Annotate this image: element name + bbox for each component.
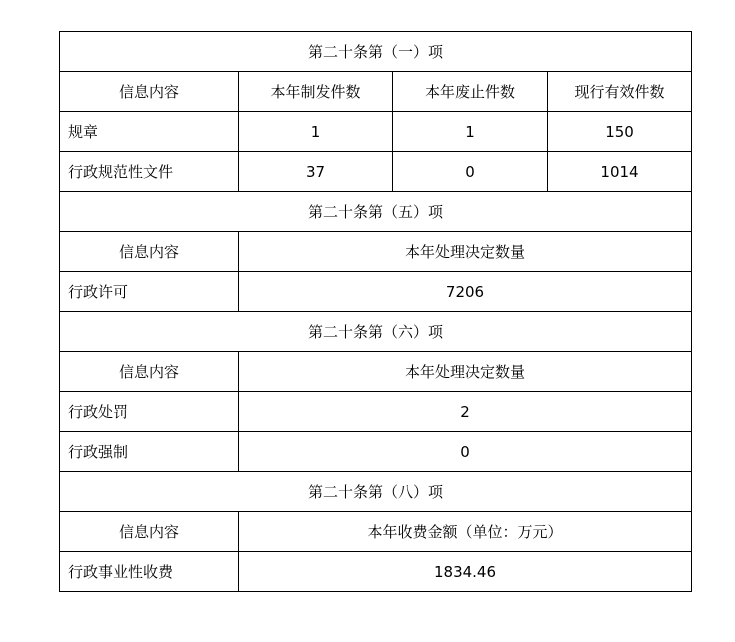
header-row <box>60 352 692 392</box>
header-cell: 本年收费金额（单位：万元） <box>239 512 692 552</box>
section-title: 第二十条第（一）项 <box>60 32 692 72</box>
value-cell: 1014 <box>548 152 692 192</box>
header-row <box>60 72 692 112</box>
section-title-row <box>60 312 692 352</box>
value-cell: 1834.46 <box>239 552 692 592</box>
row-label: 行政事业性收费 <box>60 552 239 592</box>
header-row <box>60 232 692 272</box>
table-row <box>60 392 692 432</box>
table-row <box>60 272 692 312</box>
value-cell: 1 <box>239 112 393 152</box>
section-title-row <box>60 472 692 512</box>
header-cell: 信息内容 <box>60 232 239 272</box>
section-title: 第二十条第（八）项 <box>60 472 692 512</box>
header-row <box>60 512 692 552</box>
section-title-row <box>60 32 692 72</box>
table-row <box>60 112 692 152</box>
section-title-row <box>60 192 692 232</box>
header-cell: 信息内容 <box>60 512 239 552</box>
table-row <box>60 552 692 592</box>
header-cell: 本年制发件数 <box>239 72 393 112</box>
disclosure-table <box>59 31 692 592</box>
row-label: 行政许可 <box>60 272 239 312</box>
table-row <box>60 152 692 192</box>
header-cell: 信息内容 <box>60 72 239 112</box>
header-cell: 本年处理决定数量 <box>239 232 692 272</box>
header-cell: 本年处理决定数量 <box>239 352 692 392</box>
row-label: 行政处罚 <box>60 392 239 432</box>
row-label: 规章 <box>60 112 239 152</box>
header-cell: 本年废止件数 <box>393 72 548 112</box>
value-cell: 1 <box>393 112 548 152</box>
value-cell: 7206 <box>239 272 692 312</box>
value-cell: 0 <box>393 152 548 192</box>
header-cell: 信息内容 <box>60 352 239 392</box>
section-title: 第二十条第（五）项 <box>60 192 692 232</box>
section-title: 第二十条第（六）项 <box>60 312 692 352</box>
value-cell: 0 <box>239 432 692 472</box>
value-cell: 37 <box>239 152 393 192</box>
table-row <box>60 432 692 472</box>
row-label: 行政规范性文件 <box>60 152 239 192</box>
header-cell: 现行有效件数 <box>548 72 692 112</box>
row-label: 行政强制 <box>60 432 239 472</box>
value-cell: 150 <box>548 112 692 152</box>
value-cell: 2 <box>239 392 692 432</box>
